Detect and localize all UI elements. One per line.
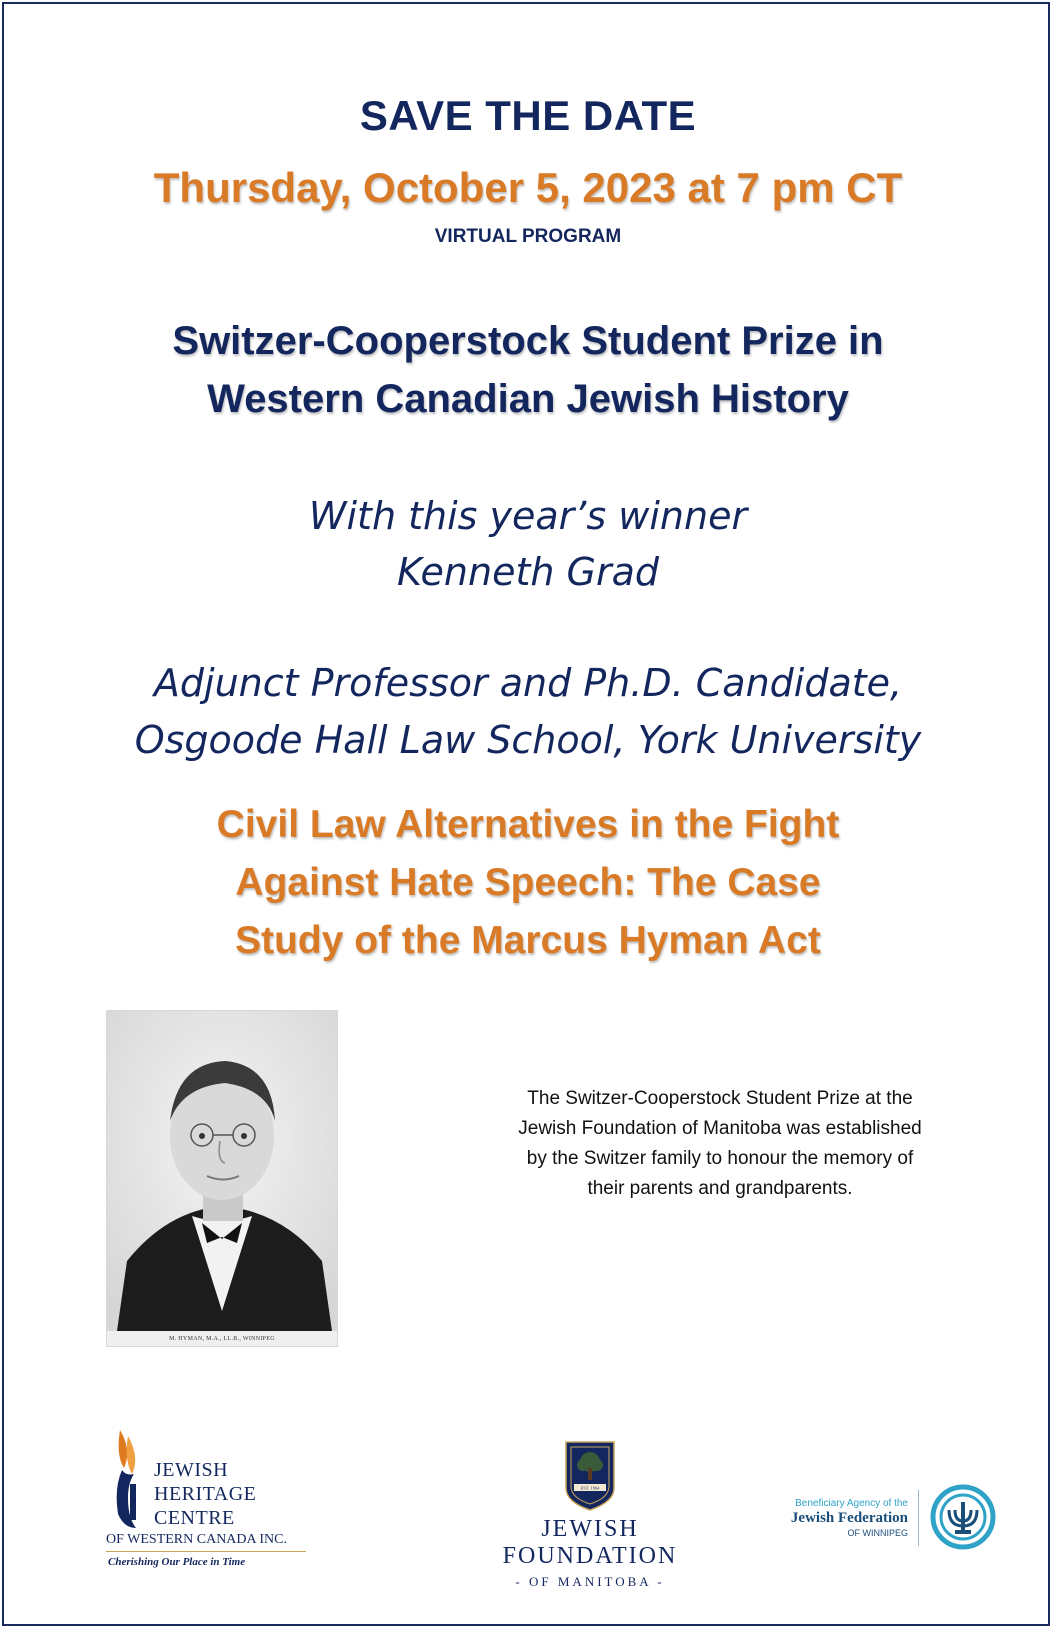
heritage-line-1: JEWISH xyxy=(154,1459,229,1481)
prize-description-line-2: Jewish Foundation of Manitoba was established xyxy=(518,1118,922,1139)
prize-description-line-4: their parents and grandparents. xyxy=(587,1178,853,1199)
talk-title-line-2: Against Hate Speech: The Case xyxy=(235,861,821,904)
prize-title-line-1: Switzer-Cooperstock Student Prize in xyxy=(172,319,884,363)
heritage-tagline: Cherishing Our Place in Time xyxy=(108,1556,246,1568)
heritage-wordmark xyxy=(154,1458,256,1530)
event-date-time: Thursday, October 5, 2023 at 7 pm CT xyxy=(153,164,903,211)
foundation-line-1: JEWISH xyxy=(541,1516,639,1542)
heritage-subtitle: OF WESTERN CANADA INC. xyxy=(106,1532,306,1552)
prize-description-line-1: The Switzer-Cooperstock Student Prize at the xyxy=(527,1088,913,1109)
winner-name: Kenneth Grad xyxy=(396,550,660,594)
save-the-date-heading: SAVE THE DATE xyxy=(359,92,697,139)
federation-line-1: Beneficiary Agency of the xyxy=(795,1498,908,1509)
talk-title-line-3: Study of the Marcus Hyman Act xyxy=(235,919,821,962)
portrait-photo xyxy=(106,1010,338,1347)
shield-tree-icon xyxy=(562,1438,618,1512)
foundation-line-2: FOUNDATION xyxy=(502,1543,678,1569)
talk-title xyxy=(0,796,1056,970)
federation-line-2: Jewish Federation xyxy=(790,1510,908,1526)
federation-line-3: OF WINNIPEG xyxy=(847,1528,908,1538)
event-format: VIRTUAL PROGRAM xyxy=(434,226,622,247)
heritage-line-3: CENTRE xyxy=(154,1507,235,1529)
menorah-icon xyxy=(930,1484,996,1550)
jewish-foundation-logo xyxy=(480,1438,700,1598)
winner-intro: With this year’s winner xyxy=(308,494,748,538)
heritage-line-2: HERITAGE xyxy=(154,1483,257,1505)
jewish-federation-logo xyxy=(758,1478,998,1558)
foundation-line-3: - OF MANITOBA - xyxy=(515,1574,665,1589)
flame-icon xyxy=(106,1428,154,1532)
talk-title-line-1: Civil Law Alternatives in the Fight xyxy=(216,803,840,846)
winner-role-line-1: Adjunct Professor and Ph.D. Candidate, xyxy=(153,661,903,705)
federation-divider xyxy=(918,1490,919,1546)
jewish-heritage-centre-logo xyxy=(104,1428,304,1568)
shield-est-label: EST. 1964 xyxy=(580,1485,600,1491)
prize-description-line-3: by the Switzer family to honour the memory of xyxy=(526,1148,914,1169)
prize-title-line-2: Western Canadian Jewish History xyxy=(207,377,849,421)
winner-role xyxy=(0,655,1056,769)
prize-title xyxy=(0,312,1056,428)
prize-description xyxy=(480,1084,960,1204)
portrait-illustration xyxy=(107,1011,337,1346)
winner-role-line-2: Osgoode Hall Law School, York University xyxy=(134,718,922,762)
portrait-caption: M. HYMAN, M.A., LL.B., WINNIPEG xyxy=(169,1336,275,1342)
winner-block xyxy=(0,488,1056,600)
